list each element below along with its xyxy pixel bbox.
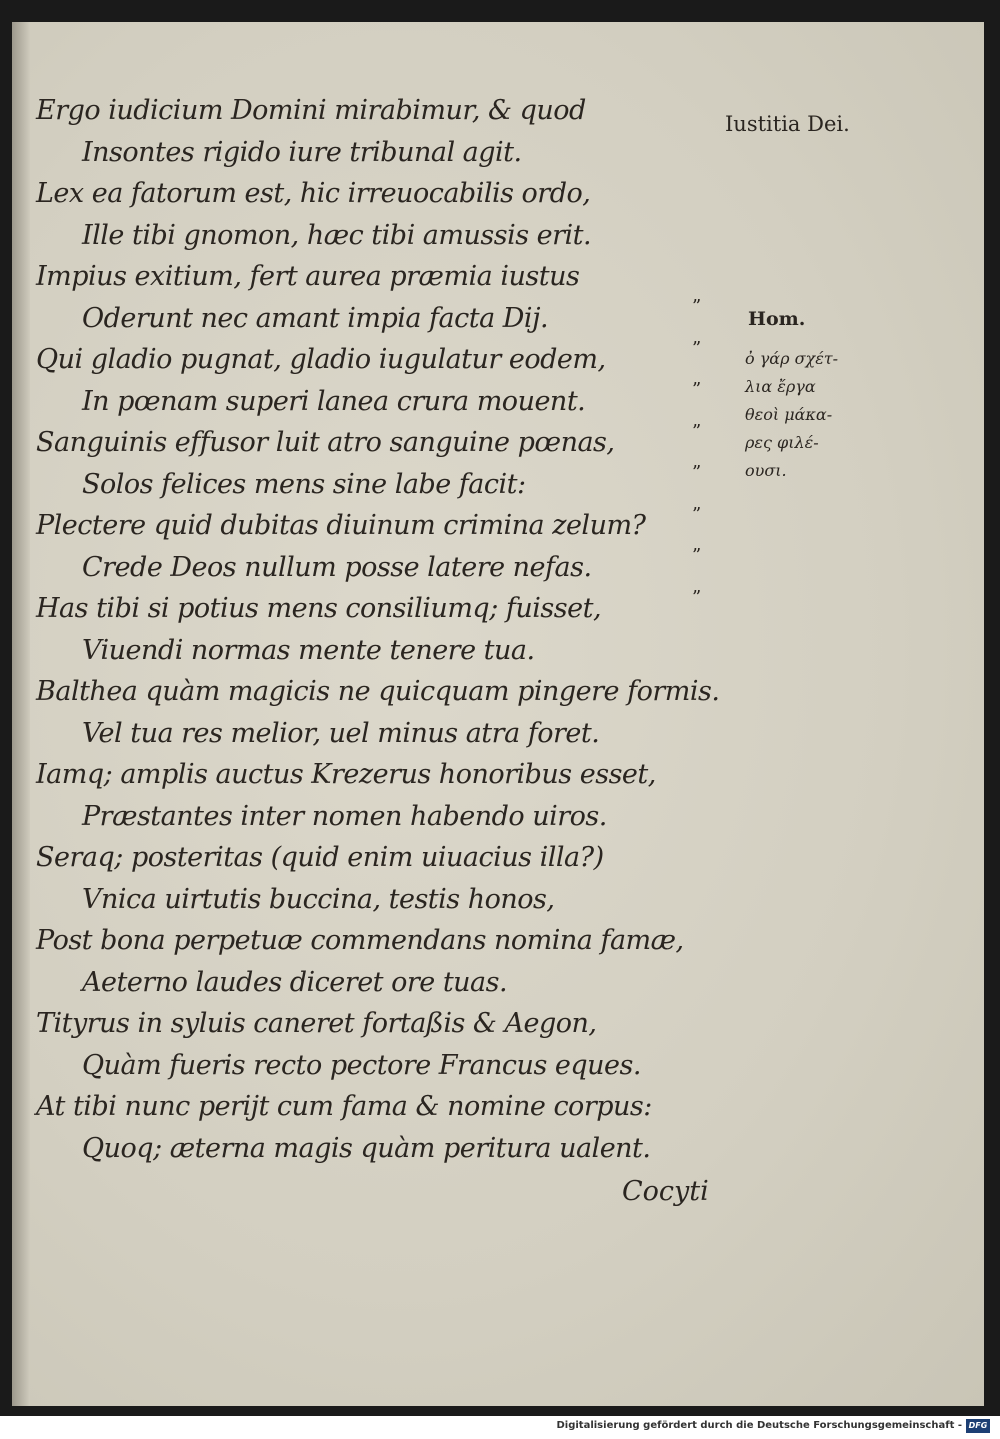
verse-line: Iamq; amplis auctus Krezerus honoribus esset, [36, 759, 656, 790]
verse-line: Ille tibi gnomon, hæc tibi amussis erit. [82, 219, 592, 251]
verse-line: Sanguinis effusor luit atro sanguine pœnas, [36, 427, 615, 458]
verse-line: Viuendi normas mente tenere tua. [82, 634, 535, 666]
quote-mark: ” [692, 586, 702, 608]
verse-line: Solos felices mens sine labe facit: [82, 468, 526, 500]
verse-line: Tityrus in syluis caneret fortaßis & Aegon, [36, 1008, 597, 1039]
verse-line: Quoq; æterna magis quàm peritura ualent. [82, 1132, 651, 1164]
greek-line: ρες φιλέ- [745, 433, 819, 452]
verse-line: Post bona perpetuæ commendans nomina famæ, [36, 925, 684, 956]
verse-line: At tibi nunc perijt cum fama & nomine corpus: [36, 1091, 652, 1122]
greek-line: ουσι. [745, 461, 787, 480]
quote-mark: ” [692, 462, 702, 483]
verse-line: Has tibi si potius mens consiliumq; fuisset, [36, 593, 602, 624]
margin-note: Iustitia Dei. [725, 112, 850, 136]
greek-line: θεοὶ μάκα- [745, 405, 833, 424]
verse-line: Præstantes inter nomen habendo uiros. [82, 800, 607, 832]
funding-credit: Digitalisierung gefördert durch die Deutsche Forschungsgemeinschaft - [556, 1420, 962, 1431]
quote-mark: ” [692, 337, 702, 359]
quotation-marks [692, 286, 701, 618]
quote-mark: ” [692, 503, 702, 525]
verse-line: Lex ea fatorum est, hic irreuocabilis ordo, [36, 178, 591, 209]
verse-line: Vnica uirtutis buccina, testis honos, [82, 883, 555, 915]
page-gutter-shadow [12, 22, 30, 1406]
greek-quotation [745, 345, 838, 485]
verse-line: Balthea quàm magicis ne quicquam pingere formis. [36, 676, 720, 707]
source-reference: Hom. [748, 308, 806, 330]
verse-line: Ergo iudicium Domini mirabimur, & quod [36, 95, 586, 126]
verse-line: Seraq; posteritas (quid enim uiuacius illa?) [36, 842, 604, 873]
quote-mark: ” [692, 545, 702, 566]
verse-line: Insontes rigido iure tribunal agit. [82, 136, 522, 168]
greek-line: ὀ γάρ σχέτ- [745, 349, 839, 368]
greek-line: λια ἔργα [745, 377, 816, 396]
verse-line: Impius exitium, fert aurea præmia iustus [36, 261, 580, 292]
verse-line: Oderunt nec amant impia facta Dij. [82, 302, 549, 334]
quote-mark: ” [692, 296, 702, 317]
dfg-logo: DFG [966, 1419, 990, 1433]
verse-line: Vel tua res melior, uel minus atra foret. [82, 717, 600, 749]
verse-line: Aeterno laudes diceret ore tuas. [82, 966, 508, 998]
verse-text [36, 90, 719, 1169]
verse-line: Qui gladio pugnat, gladio iugulatur eodem, [36, 344, 606, 375]
footer-bar [0, 1416, 1000, 1439]
verse-line: In pœnam superi lanea crura mouent. [82, 385, 586, 417]
verse-line: Quàm fueris recto pectore Francus eques. [82, 1049, 641, 1081]
quote-mark: ” [692, 379, 702, 400]
verse-line: Crede Deos nullum posse latere nefas. [82, 551, 592, 583]
quote-mark: ” [692, 420, 702, 442]
catchword: Cocyti [622, 1176, 709, 1207]
verse-line: Plectere quid dubitas diuinum crimina zelum? [36, 510, 646, 541]
